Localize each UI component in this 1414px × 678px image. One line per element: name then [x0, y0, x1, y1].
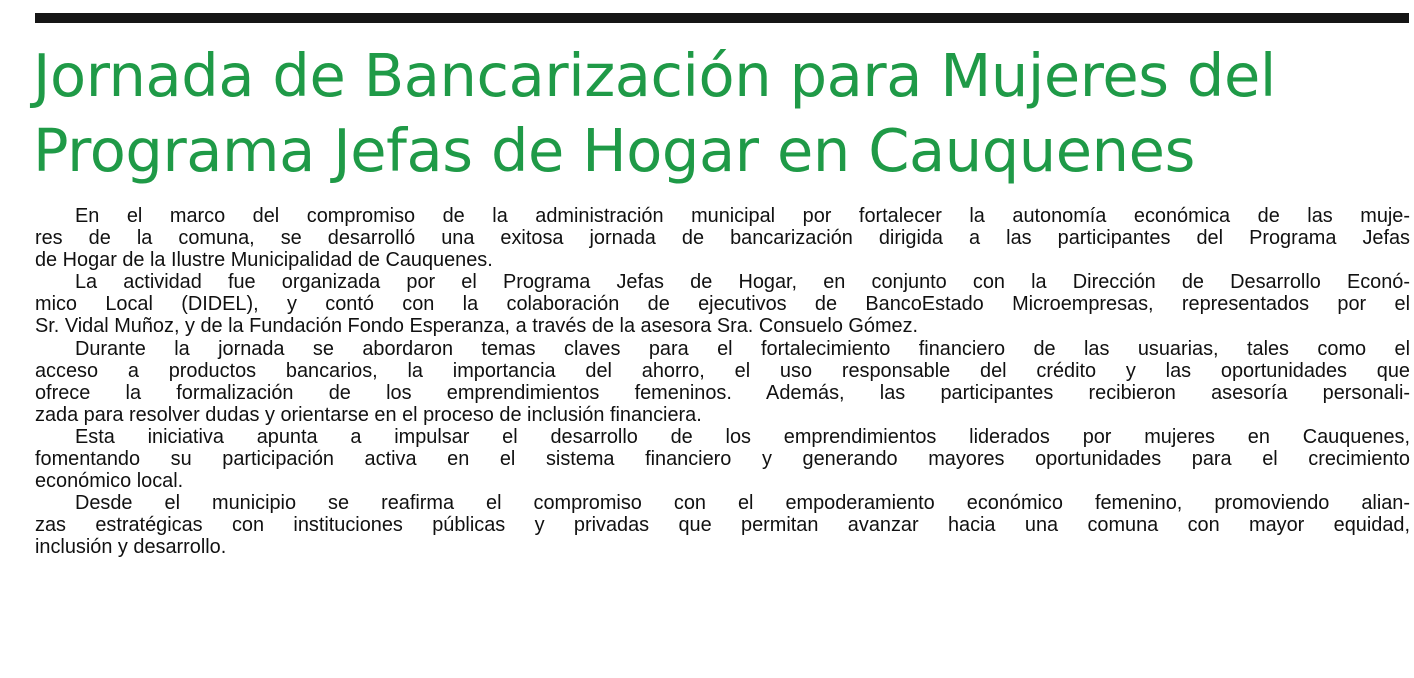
- text-line: de Hogar de la Ilustre Municipalidad de Cauquenes.: [35, 249, 493, 272]
- text-line: Esta iniciativa apunta a impulsar el desarrollo de los emprendimientos liderados por mujeres en Cauquenes,: [75, 425, 1410, 448]
- top-divider-rule: [35, 13, 1409, 23]
- text-line: En el marco del compromiso de la administración municipal por fortalecer la autonomía económica de las muje-: [75, 205, 1410, 227]
- text-line: económico local.: [35, 470, 184, 493]
- headline-line: Jornada de Bancarización para Mujeres del: [33, 41, 1276, 110]
- paragraph-2: [35, 271, 1410, 337]
- text-line: zas estratégicas con instituciones públicas y privadas que permitan avanzar hacia una comuna con mayor equidad,: [35, 514, 1410, 537]
- text-line: Sr. Vidal Muñoz, y de la Fundación Fondo Esperanza, a través de la asesora Sra. Consuelo Gómez.: [35, 315, 919, 338]
- text-line: fomentando su participación activa en el sistema financiero y generando mayores oportunidades para el crecimiento: [35, 448, 1410, 471]
- text-line: Desde el municipio se reafirma el compromiso con el empoderamiento económico femenino, promoviendo alian-: [75, 492, 1410, 515]
- text-line: Durante la jornada se abordaron temas claves para el fortalecimiento financiero de las usuarias, tales como el: [75, 337, 1410, 360]
- text-line: zada para resolver dudas y orientarse en el proceso de inclusión financiera.: [35, 403, 702, 426]
- text-line: inclusión y desarrollo.: [35, 536, 227, 559]
- text-line: acceso a productos bancarios, la importancia del ahorro, el uso responsable del crédito y las oportunidades que: [35, 359, 1410, 382]
- text-line: mico Local (DIDEL), y contó con la colaboración de ejecutivos de BancoEstado Microempresas, representados por el: [35, 293, 1410, 316]
- article-headline: [33, 38, 1413, 188]
- paragraph-4: [35, 426, 1410, 492]
- paragraph-1: [35, 205, 1410, 271]
- article-body: [35, 205, 1410, 559]
- text-line: ofrece la formalización de los emprendimientos femeninos. Además, las participantes recibieron asesoría personali-: [35, 381, 1410, 404]
- paragraph-5: [35, 492, 1410, 558]
- text-line: La actividad fue organizada por el Programa Jefas de Hogar, en conjunto con la Dirección de Desarrollo Econó-: [75, 271, 1410, 294]
- text-line: res de la comuna, se desarrolló una exitosa jornada de bancarización dirigida a las participantes del Programa Jefas: [35, 227, 1410, 250]
- headline-line: Programa Jefas de Hogar en Cauquenes: [33, 116, 1195, 185]
- paragraph-3: [35, 338, 1410, 426]
